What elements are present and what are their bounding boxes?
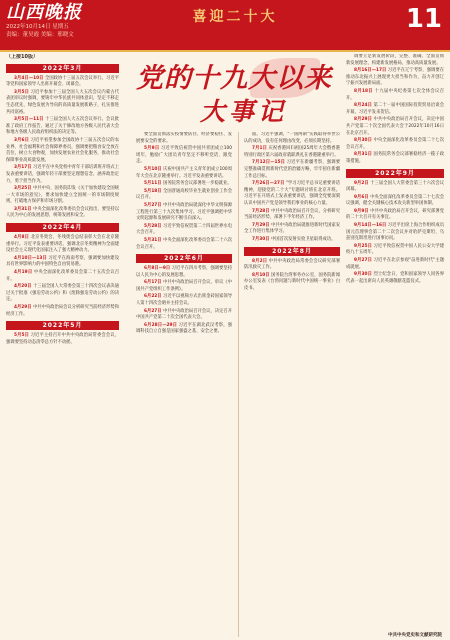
entry-date: 6月28日—29日 (144, 322, 178, 328)
chronology-entry (6, 165, 119, 185)
chronology-entry (346, 138, 444, 151)
entry-text: 习近平在四川考察，强调要坚持以人民为中心的发展思想。 (136, 266, 232, 278)
entry-list (346, 54, 444, 166)
continued-tag: （上接10版） (6, 54, 38, 60)
entry-text: 调要立足新发展阶段，完整、准确、全面贯彻新发展理念，构建新发展格局，推动高质量发展。 (346, 54, 444, 66)
entry-text: 十三届全国人大五次会议举行。会议批准了政府工作报告，通过了关于修改地方各级人民代表大会和地方各级人民政府组织法的决定等。 (6, 117, 119, 136)
entry-date: 3月25日 (14, 186, 32, 192)
entry-date: 8月24日 (354, 103, 373, 109)
chronology-entry (244, 160, 340, 180)
entry-text: 庆祝中国共产主义青年团成立100周年大会在北京隆重举行。习近平发表重要讲话。 (136, 166, 232, 179)
entry-text: 中国首次发射实验卫星取得成功。 (270, 236, 336, 242)
entry-text: 中共中央政治局就深化中华文明探源工程进行第三十九次集体学习。习近平强调把中华文明起源和发展研究不断引向深入。 (136, 202, 232, 222)
entry-text: 十三届全国人大常委会第三十六次会议闭幕。 (346, 180, 444, 193)
entry-date: 6月8日—9日 (144, 266, 171, 272)
editor-line: 责编：董昊霞 美编：邢晓文 (6, 32, 74, 38)
chronology-entry (346, 244, 444, 257)
section-title: 喜迎二十大 (192, 9, 278, 25)
entry-text: 习近平出席上海合作组织成员国元首理事会第二十二次会议并对哈萨克斯坦、乌兹别克斯坦进行国事访问。 (346, 223, 444, 242)
entry-date: 7月29日 (252, 222, 270, 228)
entry-text: 习近平致信祝贺中国人民公安大学建校九十五周年。 (346, 243, 444, 256)
entry-date: 5月11日 (144, 181, 162, 187)
entry-date: 7月28日 (252, 208, 270, 214)
article-column-3 (244, 132, 340, 638)
chronology-entry (136, 238, 232, 251)
chronology-entry (244, 223, 340, 236)
entry-date: 4月19日 (14, 270, 33, 276)
chronology-entry (244, 132, 340, 145)
chronology-entry (244, 209, 340, 222)
entry-text: 中共中央政治局召开会议，研究部署党的二十大召开有关事宜。 (346, 208, 444, 221)
entry-date: 6月22日 (144, 294, 162, 300)
chronology-entry (346, 103, 444, 116)
chronology-entry (136, 132, 232, 145)
entry-text: 习近平在湖北武汉考察，强调科技自立自强是国家强盛之基、安全之要。 (136, 322, 232, 335)
entry-date: 7月30日 (252, 236, 270, 242)
entry-text: 中共中央政治局召开会议，决定中国共产党第二十次全国代表大会于2022年10月16日在北京召开。 (346, 117, 444, 136)
entry-list (244, 259, 340, 293)
chronology-entry (6, 256, 119, 269)
entry-date: 8月30日 (354, 138, 373, 144)
brand-name: 山西晚报 (6, 2, 82, 23)
entry-date: 6月27日 (144, 308, 162, 314)
source-credit: 中共中央党史和文献研究院 (388, 633, 442, 638)
chronology-entry (136, 181, 232, 188)
entry-text: 习近平在北京参观"奋进新时代"主题成就展。 (346, 258, 444, 270)
entry-date: 5月5日 (14, 333, 30, 339)
entry-date: 5月18日 (144, 188, 162, 194)
chronology-entry (136, 280, 232, 293)
entry-text: 十九届中央纪委第七次全体会议召开。 (346, 88, 444, 101)
entry-date: 9月27日 (354, 258, 373, 264)
chronology-entry (6, 333, 119, 346)
entry-list (6, 76, 119, 220)
entry-date: 4月10日—13日 (14, 255, 47, 261)
chronology-entry (244, 273, 340, 293)
chronology-entry (244, 181, 340, 207)
header-divider (0, 50, 450, 52)
entry-text: 习近平致信祝贺第二十四届世界水电大会召开。 (136, 223, 232, 236)
chronology-entry (346, 117, 444, 137)
chronology-entry (136, 323, 232, 336)
issue-date: 2022年10月14日 星期五 (6, 24, 69, 30)
entry-text: 中央全面深化改革委员会会议指出，要坚持以人民为中心的发展思想，统筹发展和安全。 (6, 206, 119, 219)
entry-date: 9月14日—16日 (354, 223, 387, 229)
entry-date: 7月26日—27日 (252, 181, 285, 187)
page-header (0, 0, 450, 50)
chronology-entry (136, 167, 232, 180)
chronology-entry (346, 195, 444, 208)
article-column-1 (6, 54, 119, 638)
chronology-entry (244, 237, 340, 244)
chronology-entry (346, 54, 444, 67)
entry-text: 中共中央政治局召开会议，审议《中国共产党组织工作条例》。 (136, 280, 232, 292)
entry-text: 习近平参加十三届全国人大五次会议内蒙古代表团审议时强调，要铸牢中华民族共同体意识，坚定不移走生态优先、绿色发展为导向的高质量发展新路子，扎实推进共同富裕。 (6, 89, 119, 115)
entry-text: 习近平在辽宁考察，强调要在推动东北振兴上展现更大担当和作为，奋力开创辽宁振兴发展新局面。 (346, 68, 444, 87)
entry-text: 中共中央政治局常委会会议研究部署防汛救灾工作。 (244, 258, 340, 271)
entry-text: 中共中央政治局召开会议，分析研究当前经济形势，部署下半年经济工作。 (244, 208, 340, 221)
entry-text: "学习习近平总书记重要讲话精神，迎接党的二十大"专题研讨班在北京开班。习近平在开班式上发表重要讲话，强调全党要深刻认识中国共产党是领导我们事业的核心力量。 (244, 181, 340, 206)
entry-text: 中共中央政治局会议分析研究当前经济形势和经济工作。 (6, 305, 119, 317)
chronology-entry (6, 117, 119, 137)
chronology-entry (346, 68, 444, 88)
entry-text: 习近平看望参加全国政协十三届五次会议的农业界、社会福利和社会保障界委员，强调要把粮食安全放在首位，树立大食物观，加快发展农业社会化服务，推动社会保障事业高质量发展。 (6, 137, 119, 163)
chronology-entry (6, 270, 119, 283)
entry-date: 5月31日 (144, 237, 162, 243)
entry-text: 习近平致信祝贺中国共青团成立100周年，勉励广大团员青年坚定不移听党话、跟党走。 (136, 146, 232, 165)
entry-text: 全国普通高校毕业生就业创业工作会议召开。 (136, 188, 232, 201)
year-month-bar: 2022年8月 (244, 247, 340, 256)
chronology-entry (244, 259, 340, 272)
entry-list (136, 132, 232, 251)
entry-date: 3月6日 (14, 137, 30, 143)
entry-text: 国务院常务会议部署进一步稳就业。 (162, 181, 232, 187)
article-column-4 (346, 54, 444, 638)
entry-date: 8月10日 (252, 272, 270, 278)
chronology-entry (6, 305, 119, 318)
entry-date: 9月30日 (354, 272, 373, 278)
chronology-entry (136, 203, 232, 223)
section-banner (150, 6, 320, 26)
entry-text: 面。习近平强调，"一国两制"实践取得举世公认的成功，没有任何理由改变，必须长期坚持。 (244, 132, 340, 144)
headline-line-2: 大事记 (200, 97, 288, 126)
chronology-entry (6, 76, 119, 89)
entry-text: 十三届全国人大常委会第三十四次会议表决通过关于批准《强迫劳动公约》和《废除强迫劳动公约》的决定。 (6, 284, 119, 303)
entry-list (136, 266, 232, 336)
entry-date: 9月25日 (354, 243, 373, 249)
chronology-entry (244, 146, 340, 159)
headline-line-1: 党的十九大以来 (136, 63, 332, 94)
newspaper-brand (6, 3, 124, 39)
entry-date: 7月1日 (252, 146, 267, 152)
page-number: 11 (405, 4, 442, 34)
chronology-entry (6, 90, 119, 116)
chronology-entry (346, 89, 444, 102)
entry-date: 8月2日 (252, 258, 268, 264)
year-month-bar: 2022年6月 (136, 254, 232, 263)
headline (128, 56, 332, 126)
chronology-entry (136, 309, 232, 322)
entry-text: 中共中央、国务院印发《关于加快建设全国统一大市场的意见》，要求加快建立全国统一的市场制度规则，打破地方保护和市场分割。 (6, 186, 119, 205)
entry-text: 习近平在中央党校中青年干部培训班开班式上发表重要讲话，强调年轻干部要坚定理想信念，涵养政治定力，勇于担当作为。 (6, 165, 119, 184)
entry-date: 5月28日 (144, 223, 162, 229)
chronology-entry (136, 189, 232, 202)
entry-date: 8月18日 (354, 88, 373, 94)
chronology-entry (346, 258, 444, 271)
entry-date: 9月6日 (354, 194, 369, 200)
chronology-entry (6, 284, 119, 304)
chronology-entry (6, 207, 119, 220)
entry-date: 5月9日 (144, 146, 160, 152)
entry-text: 国务院台湾事务办公室、国务院新闻办公室发表《台湾问题与新时代中国统一事业》白皮书。 (244, 272, 340, 291)
chronology-entry (346, 272, 444, 285)
entry-date: 3月5日—11日 (14, 117, 44, 123)
entry-text: 中央全面深化改革委员会第二十五次会议召开。 (6, 270, 119, 282)
entry-text: 习近平在海南考察，强调要加快建设具有世界影响力的中国特色自由贸易港。 (6, 255, 119, 268)
entry-date: 3月4日—10日 (14, 75, 44, 81)
entry-date: 4月29日 (14, 305, 32, 310)
entry-list (346, 181, 444, 286)
entry-date: 3月17日 (14, 165, 32, 171)
chronology-entry (6, 138, 119, 164)
entry-text: 全国政协十三届五次会议举行。习近平等党和国家领导人出席开幕会、闭幕会。 (6, 75, 119, 88)
chronology-entry (346, 152, 444, 165)
entry-date: 5月27日 (144, 202, 162, 208)
chronology-entry (136, 146, 232, 166)
chronology-entry (346, 181, 444, 194)
year-month-bar: 2022年9月 (346, 169, 444, 178)
entry-text: 习近平主持召开中共中央政治局常委会会议，强调要坚持动态清零总方针不动摇。 (6, 333, 119, 345)
column-divider (238, 132, 239, 637)
entry-text: 北京冬奥会、冬残奥会总结表彰大会在北京隆重举行。习近平发表重要讲话，强调北京冬奥精神为全面建设社会主义现代化国家注入了强大精神动力。 (6, 235, 119, 254)
entry-text: 第二十一届中国国际投资贸易洽谈会开幕，习近平发来贺信。 (346, 103, 444, 115)
entry-date: 9月2日 (354, 180, 369, 186)
entry-text: 习近平以视频方式出席金砖国家领导人第十四次会晤并主持会议。 (136, 294, 232, 307)
entry-date: 3月31日 (14, 206, 32, 212)
entry-text: 中央全面深化改革委员会第二十七次会议强调，健全关键核心技术攻关新型举国体制。 (346, 194, 444, 207)
entry-date: 8月29日 (354, 117, 373, 123)
chronology-entry (136, 294, 232, 307)
entry-date: 3月5日 (14, 89, 30, 95)
entry-date: 6月17日 (144, 280, 162, 286)
year-month-bar: 2022年3月 (6, 64, 119, 73)
year-month-bar: 2022年5月 (6, 321, 119, 330)
article-column-2 (136, 132, 232, 638)
entry-text: 要全面贯彻落实疫情要防住、经济要稳住、发展要安全的要求。 (136, 132, 232, 144)
entry-text: 习近平在新疆考察，强调要完整准确贯彻新时代党的治疆方略，牢牢扭住新疆工作总目标。 (244, 160, 340, 179)
entry-list (244, 132, 340, 244)
entry-text: 庆祝香港回归祖国25周年大会暨香港特别行政区第六届政府就职典礼在香港隆重举行。 (244, 146, 340, 158)
chronology-entry (6, 186, 119, 206)
entry-date: 4月20日 (14, 284, 32, 290)
entry-date: 4月8日 (14, 235, 30, 241)
entry-list (6, 333, 119, 346)
entry-date: 5月10日 (144, 166, 162, 172)
chronology-entry (346, 223, 444, 243)
chronology-entry (136, 266, 232, 279)
entry-date: 8月31日 (354, 152, 373, 158)
chronology-entry (136, 224, 232, 237)
entry-text: 烈士纪念日，党和国家领导人同各界代表一起出席向人民英雄敬献花篮仪式。 (346, 272, 444, 284)
entry-text: 中央全面深化改革委员会第二十六次会议召开。 (136, 237, 232, 250)
entry-text: 中共中央政治局就推进新时代国家安全工作进行集体学习。 (244, 222, 340, 235)
entry-text: 中共中央政治局召开会议，决定召开中国共产党第二十次全国代表大会。 (136, 308, 232, 321)
entry-list (6, 235, 119, 318)
entry-text: 国务院常务会议部署稳经济一揽子政策措施。 (346, 152, 444, 164)
entry-date: 9月9日 (354, 208, 369, 214)
entry-date: 7月12日—15日 (252, 160, 286, 166)
entry-text: 中央全面深化改革委员会第二十七次会议召开。 (346, 138, 444, 150)
chronology-entry (6, 235, 119, 255)
year-month-bar: 2022年4月 (6, 223, 119, 232)
chronology-entry (346, 209, 444, 222)
entry-date: 8月16日—17日 (354, 68, 387, 74)
